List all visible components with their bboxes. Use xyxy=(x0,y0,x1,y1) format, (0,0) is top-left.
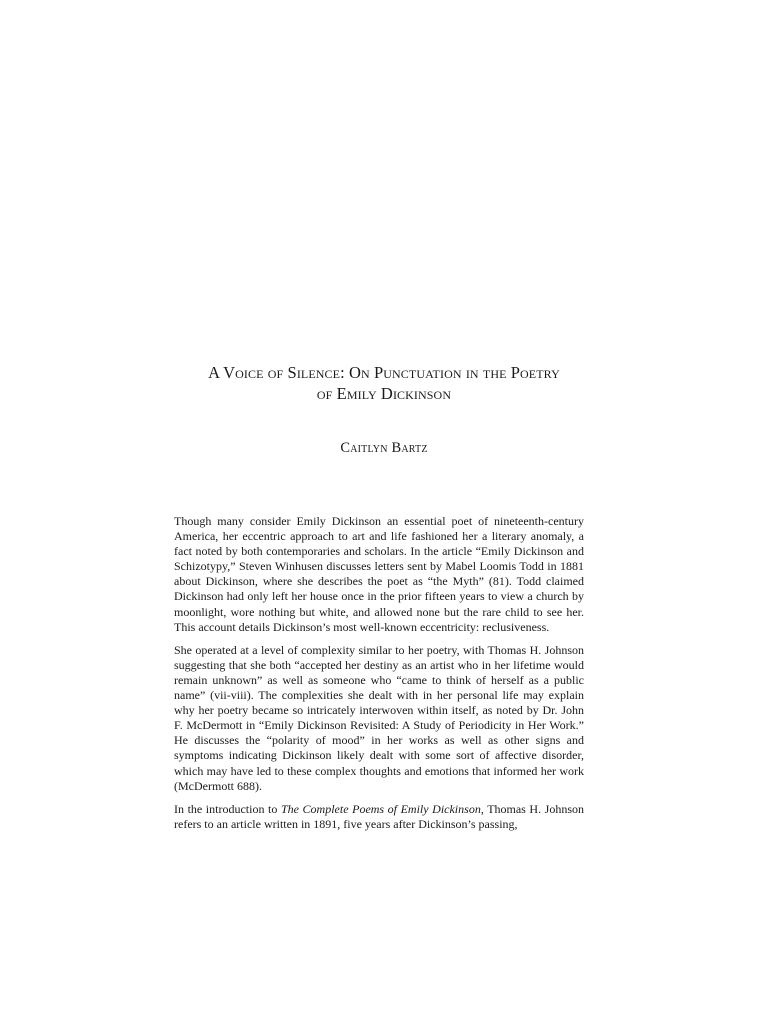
article-body xyxy=(174,514,584,840)
paragraph-3-lead: In the introduction to xyxy=(174,801,281,816)
book-title-italic: The Complete Poems of Emily Dickinson xyxy=(280,801,481,816)
paragraph-3-rest: , Thomas H. Johnson refers to an article written in 1891, five years after Dickinson’s passing, xyxy=(174,801,585,831)
paragraph-1: Though many consider Emily Dickinson an essential poet of nineteenth-century America, her eccentric approach to art and life fashioned her a literary anomaly, a fact noted by both contemporaries and scholars. In the article “Emily Dickinson and Schizotypy,” Steven Winhusen discusses letters sent by Mabel Loomis Todd in 1881 about Dickinson, where she describes the poet as “the Myth” (81). Todd claimed Dickinson had only left her house once in the prior fifteen years to view a church by moonlight, wore nothing but white, and allowed none but the rare child to see her. This account details Dickinson’s most well-known eccentricity: reclusiveness. xyxy=(174,514,584,634)
article-title xyxy=(0,362,768,404)
article-author: Caitlyn Bartz xyxy=(340,440,428,456)
article-title-line-1: A Voice of Silence: On Punctuation in the Poetry xyxy=(208,363,560,382)
paragraph-3 xyxy=(174,802,584,832)
paragraph-2: She operated at a level of complexity similar to her poetry, with Thomas H. Johnson suggesting that she both “accepted her destiny as an artist who in her lifetime would remain unknown” as well as someone who “came to think of herself as a public name” (vii-viii). The complexities she dealt with in her personal life may explain why her poetry became so intricately interwoven within itself, as noted by Dr. John F. McDermott in “Emily Dickinson Revisited: A Study of Periodicity in Her Work.” He discusses the “polarity of mood” in her works as well as other signs and symptoms indicating Dickinson likely dealt with some sort of affective disorder, which may have led to these complex thoughts and emotions that informed her work (McDermott 688). xyxy=(174,642,584,793)
article-title-line-2: of Emily Dickinson xyxy=(316,384,452,403)
